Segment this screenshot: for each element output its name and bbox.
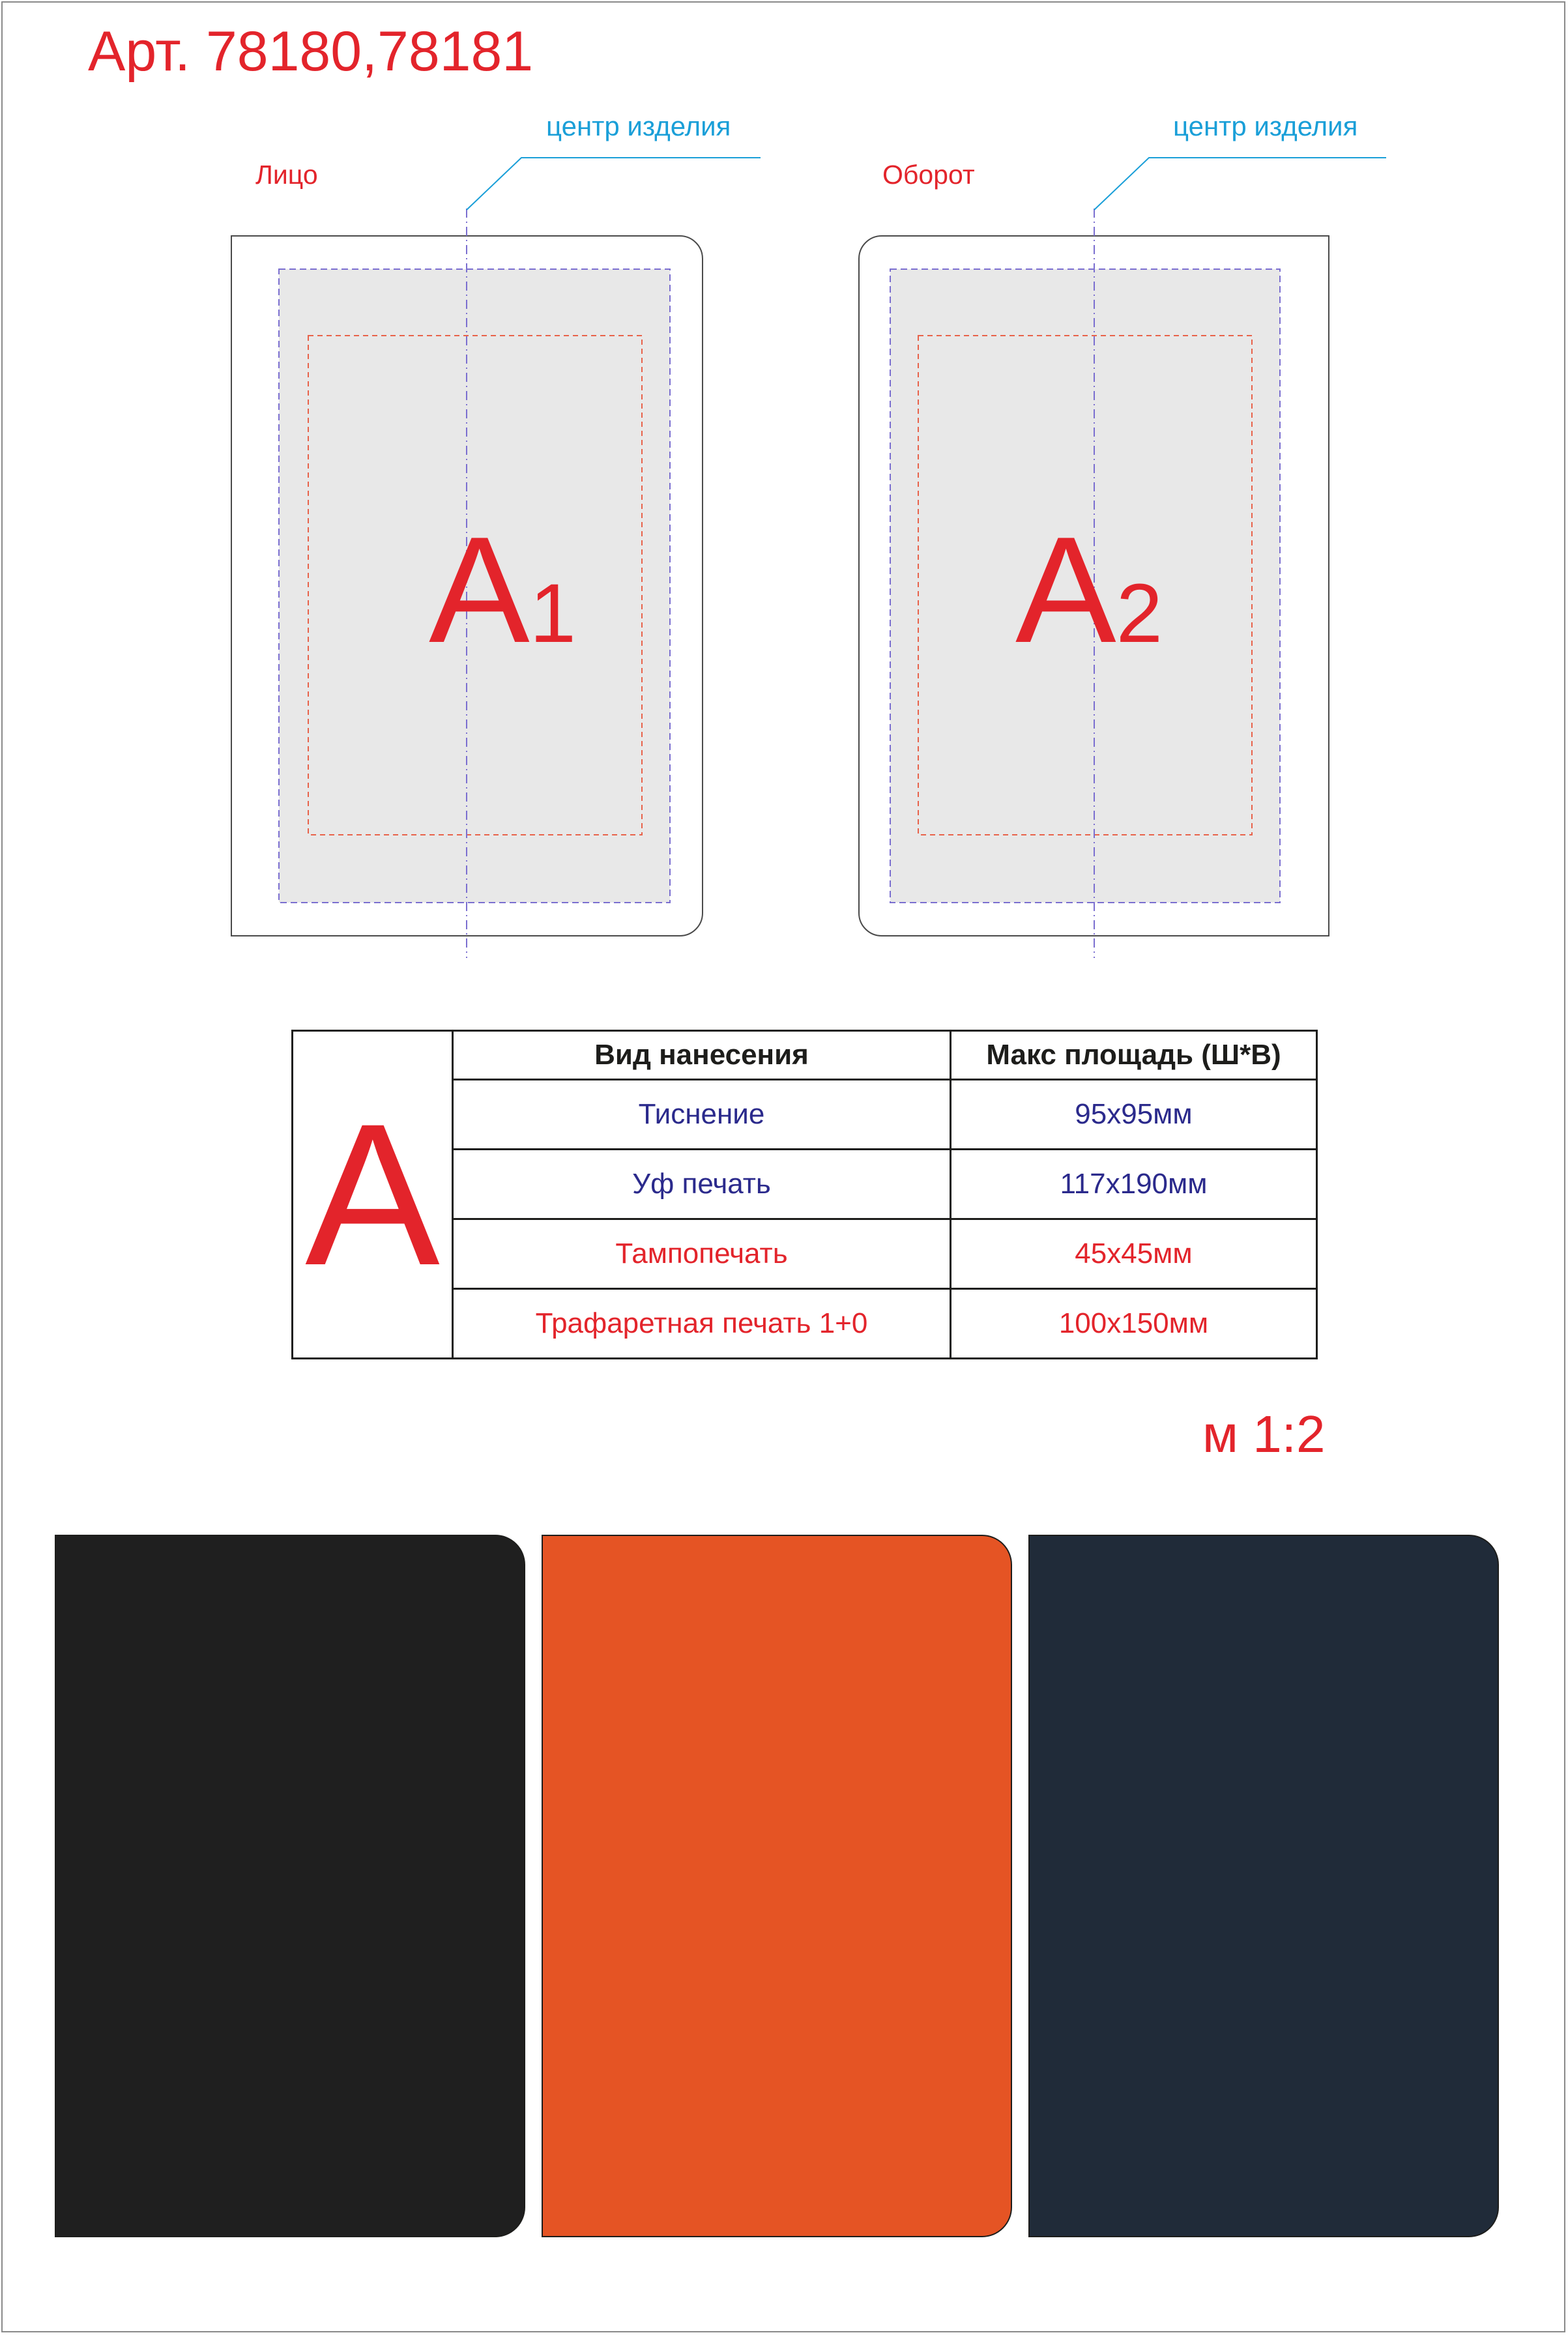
- front-side-label: Лицо: [255, 160, 318, 190]
- method-cell: Тиснение: [453, 1080, 951, 1150]
- front-zone-letter: А: [429, 506, 530, 674]
- back-center-leader: [1094, 158, 1386, 210]
- method-cell: Трафаретная печать 1+0: [453, 1289, 951, 1359]
- table-zone-letter: А: [305, 1081, 440, 1307]
- front-zone-number: 1: [529, 567, 576, 660]
- max-area-cell: 100х150мм: [951, 1289, 1317, 1359]
- application-methods-table: [291, 1030, 1318, 1359]
- swatch-orange: [542, 1535, 1012, 2237]
- back-zone-number: 2: [1116, 567, 1163, 660]
- method-cell: Тампопечать: [453, 1219, 951, 1289]
- back-zone-letter: А: [1015, 506, 1116, 674]
- swatch-navy: [1028, 1535, 1499, 2237]
- scale-label: м 1:2: [1202, 1405, 1326, 1463]
- table-header-row: [293, 1031, 1317, 1080]
- back-zone-marker: [1015, 506, 1163, 674]
- zone-letter-cell: [293, 1031, 453, 1359]
- back-side-label: Оборот: [882, 160, 975, 190]
- method-cell: Уф печать: [453, 1150, 951, 1219]
- max-area-cell: 117х190мм: [951, 1150, 1317, 1219]
- front-center-label: центр изделия: [546, 111, 731, 141]
- header-max-area: Макс площадь (Ш*В): [951, 1031, 1317, 1080]
- front-zone-marker: [429, 506, 576, 674]
- front-center-leader: [467, 158, 761, 210]
- article-title: Арт. 78180,78181: [88, 20, 534, 83]
- max-area-cell: 95х95мм: [951, 1080, 1317, 1150]
- header-method: Вид нанесения: [453, 1031, 951, 1080]
- back-center-label: центр изделия: [1173, 111, 1358, 141]
- max-area-cell: 45х45мм: [951, 1219, 1317, 1289]
- swatch-black: [55, 1535, 525, 2237]
